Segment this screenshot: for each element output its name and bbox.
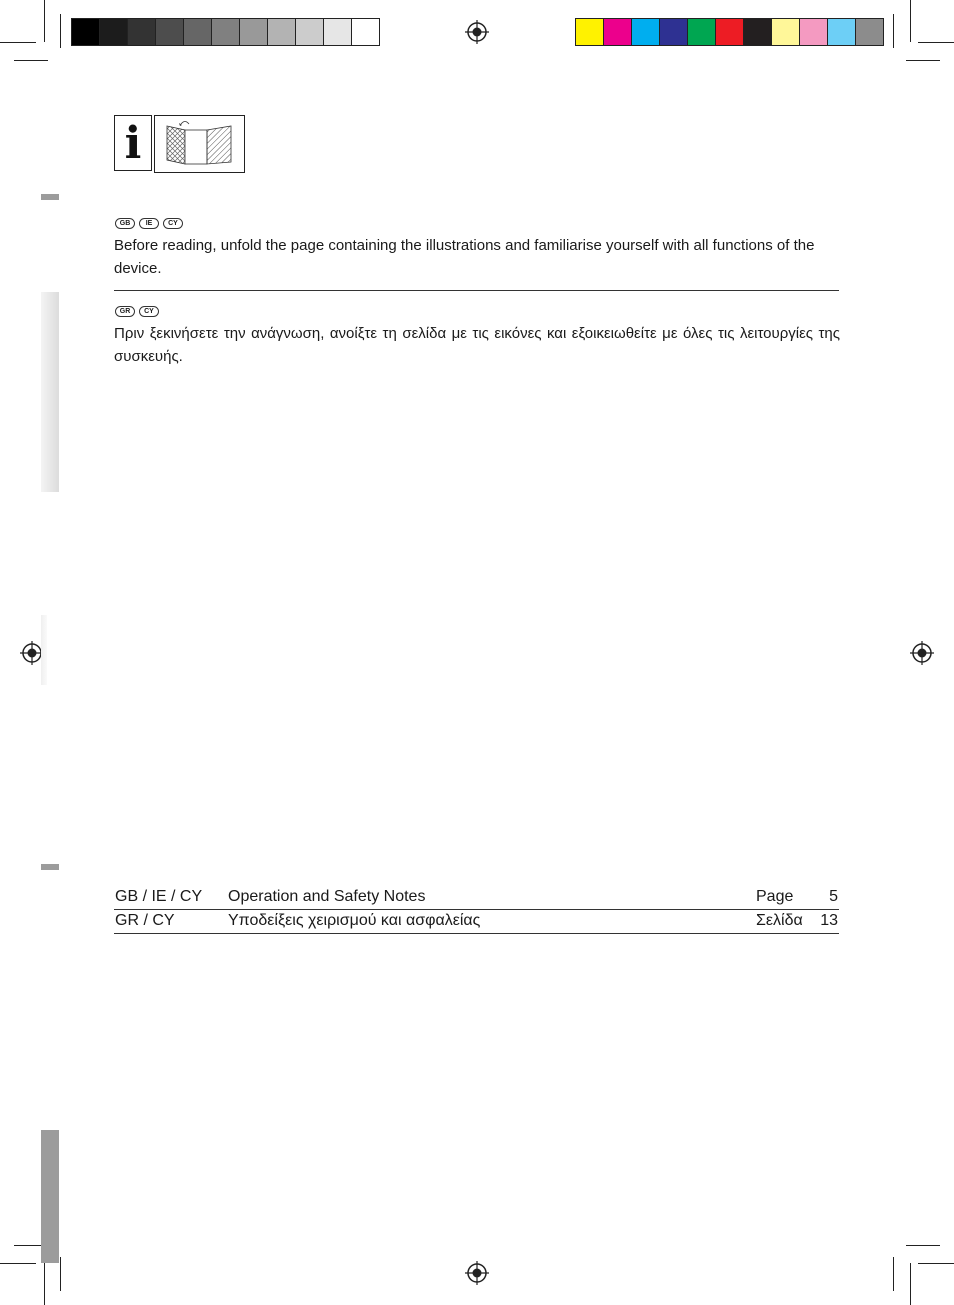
toc-page-number: 5 <box>829 888 838 905</box>
crop-mark <box>44 1263 45 1305</box>
color-swatch <box>351 18 380 46</box>
crop-mark <box>44 0 45 42</box>
side-bottom-bar <box>41 1130 59 1263</box>
side-shading <box>41 292 59 492</box>
crop-mark <box>60 14 61 48</box>
side-tab-mark <box>41 194 59 200</box>
toc-page-number: 13 <box>820 912 838 929</box>
color-swatch <box>855 18 884 46</box>
color-swatch <box>239 18 268 46</box>
crop-mark <box>910 0 911 42</box>
toc-row[interactable] <box>114 885 839 908</box>
crop-mark <box>0 42 36 43</box>
section-divider <box>114 290 839 291</box>
color-swatch <box>631 18 660 46</box>
crop-mark <box>910 1263 911 1305</box>
toc-language: GB / IE / CY <box>115 888 203 905</box>
toc-page-label: Page <box>756 888 794 905</box>
color-swatch <box>575 18 604 46</box>
flag-cy: CY <box>139 306 159 317</box>
flag-cy: CY <box>163 218 183 229</box>
flag-gr: GR <box>115 306 135 317</box>
color-swatch <box>603 18 632 46</box>
toc-divider <box>114 933 839 934</box>
color-swatch <box>99 18 128 46</box>
color-swatch <box>743 18 772 46</box>
color-swatch <box>799 18 828 46</box>
crop-mark <box>893 14 894 48</box>
registration-mark-icon <box>910 641 934 665</box>
crop-mark <box>906 1245 940 1246</box>
crop-mark <box>60 1257 61 1291</box>
color-swatch <box>659 18 688 46</box>
color-swatch <box>827 18 856 46</box>
color-swatch <box>715 18 744 46</box>
flag-gb: GB <box>115 218 135 229</box>
flag-ie: IE <box>139 218 159 229</box>
toc-title[interactable]: Operation and Safety Notes <box>228 888 426 905</box>
foldout-illustration-box <box>154 115 245 173</box>
registration-mark-icon <box>465 20 489 44</box>
toc-title[interactable]: Υποδείξεις χειρισμού και ασφαλείας <box>228 912 481 929</box>
color-swatch <box>687 18 716 46</box>
color-swatch <box>267 18 296 46</box>
intro-text-en: Before reading, unfold the page containing the illustrations and familiarise yourself with all functions of the device. <box>114 237 815 277</box>
crop-mark <box>918 1263 954 1264</box>
side-tab-mark <box>41 864 59 870</box>
color-swatch <box>155 18 184 46</box>
toc-row[interactable] <box>114 909 839 932</box>
intro-text-gr: Πριν ξεκινήσετε την ανάγνωση, ανοίξτε τη σελίδα με τις εικόνες και εξοικειωθείτε με όλες τις λειτουργίες της συσκευής. <box>114 325 840 365</box>
crop-mark <box>0 1263 36 1264</box>
crop-mark <box>906 60 940 61</box>
crop-mark <box>918 42 954 43</box>
registration-mark-icon <box>465 1261 489 1285</box>
info-icon: i <box>124 118 142 169</box>
color-swatch <box>771 18 800 46</box>
crop-mark <box>14 60 48 61</box>
color-swatch <box>183 18 212 46</box>
crop-mark <box>893 1257 894 1291</box>
foldout-page-icon <box>155 116 244 172</box>
color-swatch <box>127 18 156 46</box>
info-box <box>114 115 152 171</box>
color-swatch <box>211 18 240 46</box>
side-shading <box>41 615 47 685</box>
color-swatch <box>295 18 324 46</box>
toc-page-label: Σελίδα <box>756 912 803 929</box>
language-flags-gr <box>115 306 159 317</box>
toc-language: GR / CY <box>115 912 175 929</box>
color-swatch <box>71 18 100 46</box>
color-swatch <box>323 18 352 46</box>
language-flags-en <box>115 218 183 229</box>
